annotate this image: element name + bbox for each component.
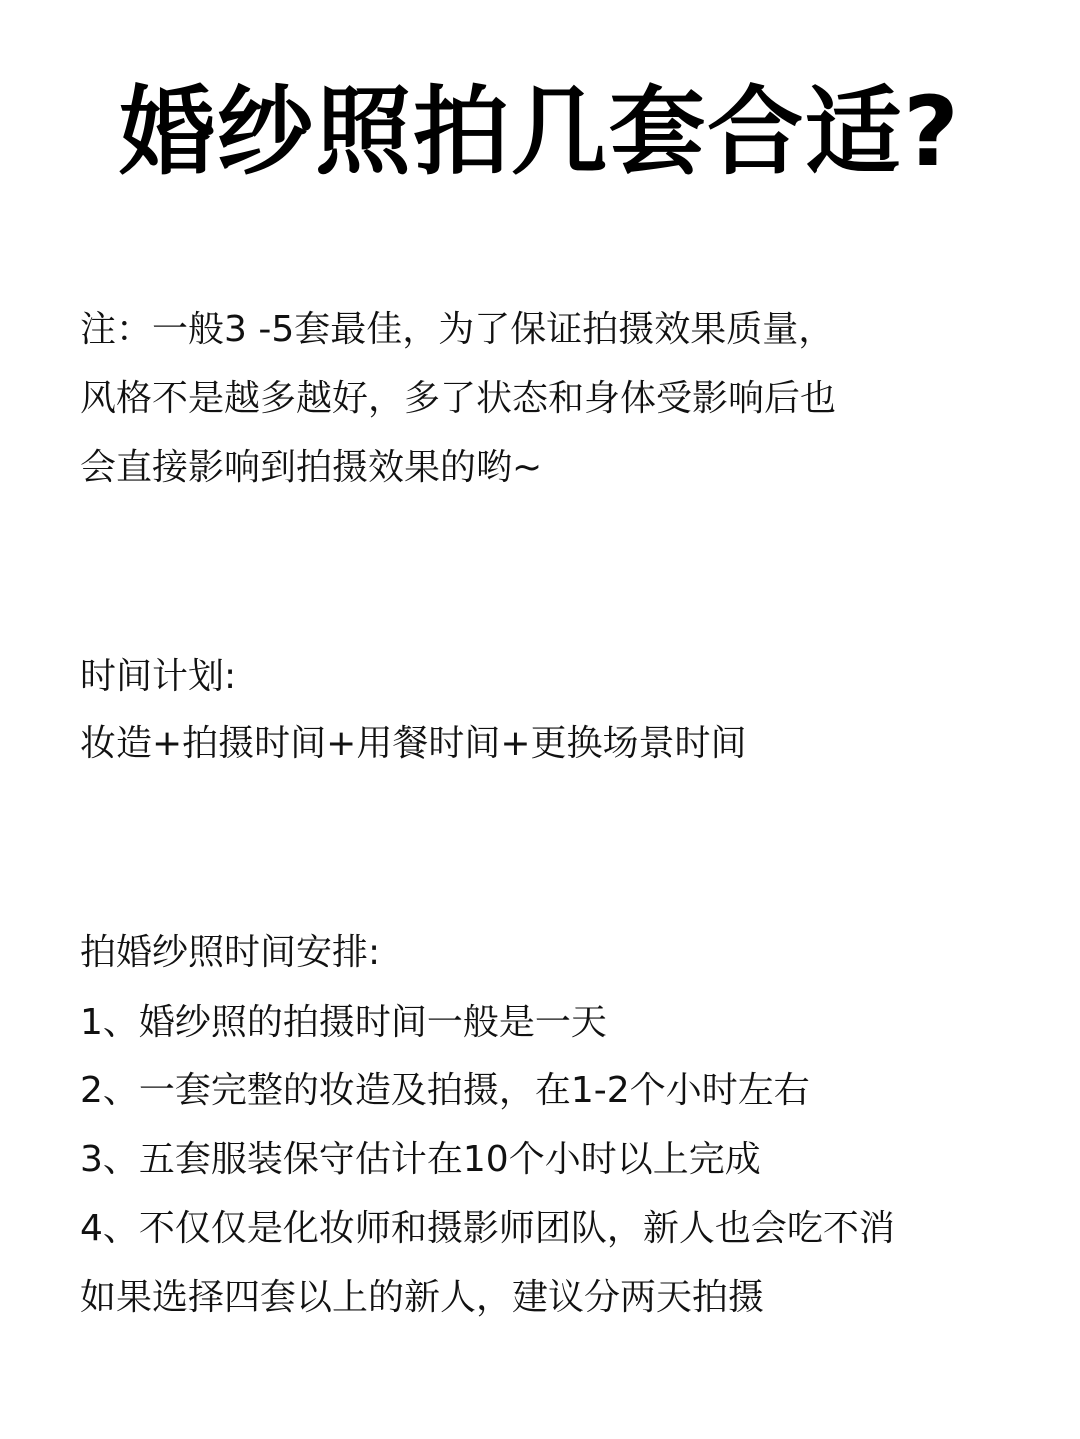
note-line: 注：一般3 -5套最佳，为了保证拍摄效果质量， bbox=[80, 309, 835, 350]
schedule-item: 4、不仅仅是化妆师和摄影师团队，新人也会吃不消 bbox=[80, 1208, 895, 1249]
schedule-item: 如果选择四套以上的新人，建议分两天拍摄 bbox=[80, 1277, 765, 1318]
schedule-item: 2、一套完整的妆造及拍摄，在1-2个小时左右 bbox=[80, 1070, 810, 1111]
note-line: 风格不是越多越好，多了状态和身体受影响后也 bbox=[80, 378, 837, 419]
time-plan-heading: 时间计划: bbox=[80, 656, 237, 697]
schedule-heading: 拍婚纱照时间安排: bbox=[80, 932, 381, 973]
schedule-item: 1、婚纱照的拍摄时间一般是一天 bbox=[80, 1002, 607, 1043]
schedule-item: 3、五套服装保守估计在10个小时以上完成 bbox=[80, 1139, 761, 1180]
page-title: 婚纱照拍几套合适? bbox=[119, 76, 961, 188]
time-plan-formula: 妆造+拍摄时间+用餐时间+更换场景时间 bbox=[80, 723, 747, 764]
note-line: 会直接影响到拍摄效果的哟~ bbox=[80, 447, 543, 488]
